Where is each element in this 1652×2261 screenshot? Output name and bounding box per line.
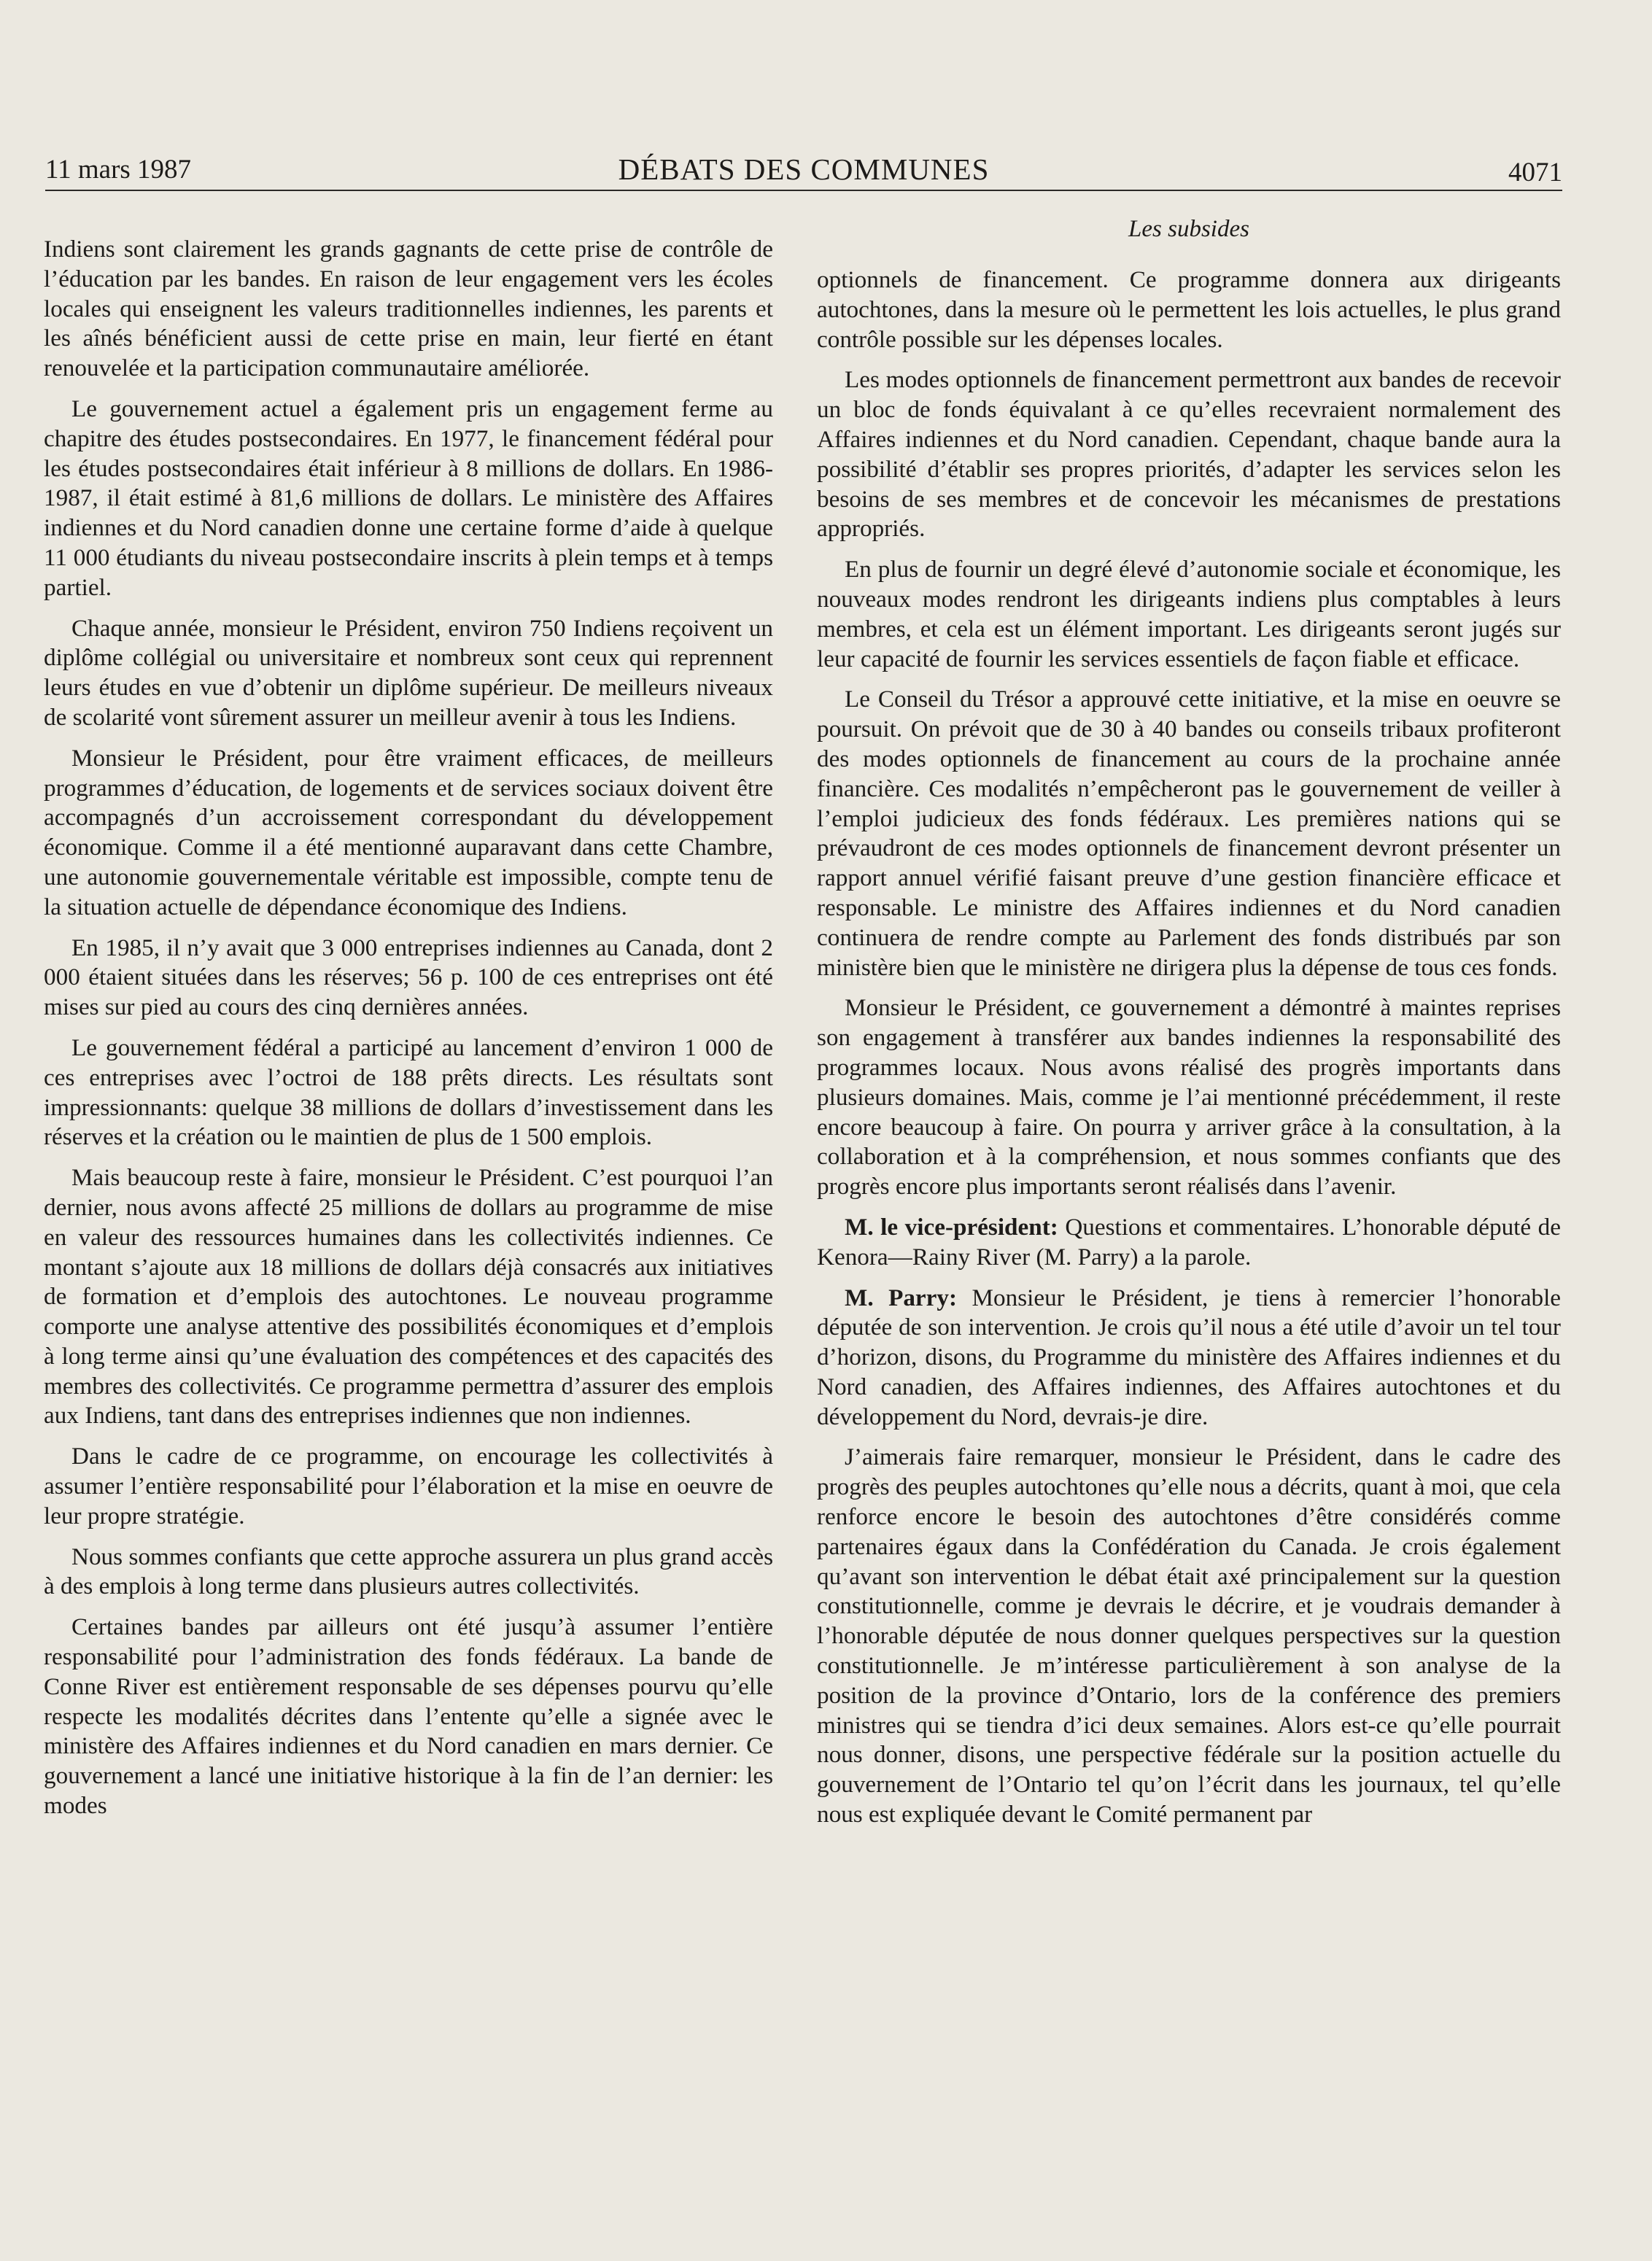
speech-text: Monsieur le Président, je tiens à remercier l’honorable députée de son intervention. Je crois qu’il nous a été utile d’avoir un tel tour d’horizon, disons, du Programme du ministère des Affaires indiennes et du Nord canadien, des Affaires indiennes, des Affaires autochtones et du développement du Nord, devrais-je dire.: [817, 1284, 1562, 1430]
paragraph: Certaines bandes par ailleurs ont été jusqu’à assumer l’entière responsabilité pour l’administration des fonds fédéraux. La bande de Conne River est entièrement responsable de ses dépenses pourvu qu’elle respecte les modalités décrites dans l’entente qu’elle a signée avec le ministère des Affaires indiennes et du Nord canadien en mars dernier. Ce gouvernement a lancé une initiative historique à la fin de l’an dernier: les modes: [44, 1613, 773, 1820]
page-header: [45, 139, 1562, 191]
paragraph: En plus de fournir un degré élevé d’autonomie sociale et économique, les nouveaux modes rendront les dirigeants indiens plus comptables à leurs membres, et cela est un élément important. Les dirigeants seront jugés sur leur capacité de fournir les services essentiels de façon fiable et efficace.: [817, 556, 1561, 672]
paragraph: J’aimerais faire remarquer, monsieur le Président, dans le cadre des progrès des peuples autochtones qu’elle nous a décrits, quant à moi, que cela renforce encore le besoin des autochtones d’être considérés comme partenaires égaux dans la Confédération du Canada. Je crois également qu’avant son intervention le débat était axé principalement sur la question constitutionnelle, comme je devrais le décrire, et je voudrais demander à l’honorable députée de nous donner quelques perspectives sur la question constitutionnelle. Je m’intéresse particulièrement à son analyse de la position de la province d’Ontario, lors de la conférence des premiers ministres qui se tiendra d’ici deux semaines. Alors est-ce qu’elle pourrait nous donner, disons, une perspective fédérale sur la position actuelle du gouvernement de l’Ontario tel qu’on l’écrit dans les journaux, tel qu’elle nous est expliquée devant le Comité permanent par: [817, 1443, 1561, 1828]
paragraph: Nous sommes confiants que cette approche assurera un plus grand accès à des emplois à long terme dans plusieurs autres collectivités.: [44, 1543, 773, 1600]
paragraph: Mais beaucoup reste à faire, monsieur le Président. C’est pourquoi l’an dernier, nous avons affecté 25 millions de dollars au programme de mise en valeur des ressources humaines dans les collectivités indiennes. Ce montant s’ajoute aux 18 millions de dollars déjà consacrés aux initiatives de formation et d’emplois des autochtones. Le nouveau programme comporte une analyse attentive des possibilités économiques et d’emplois à long terme ainsi qu’une évaluation des compétences et des capacités des membres des collectivités. Ce programme permettra d’assurer des emplois aux Indiens, tant dans des entreprises indiennes que non indiennes.: [44, 1164, 773, 1430]
speaker-name: M. le vice-président:: [845, 1213, 1058, 1241]
paragraph: optionnels de financement. Ce programme donnera aux dirigeants autochtones, dans la mesure où le permettent les lois actuelles, le plus grand contrôle possible sur les dépenses locales.: [817, 266, 1561, 353]
header-date: 11 mars 1987: [45, 155, 192, 185]
paragraph: Indiens sont clairement les grands gagnants de cette prise de contrôle de l’éducation par les bandes. En raison de leur engagement vers les écoles locales qui enseignent les valeurs traditionnelles indiennes, les parents et les aînés bénéficient aussi de cette prise en main, leur fierté en étant renouvelée et la participation communautaire améliorée.: [44, 236, 773, 382]
right-column: [817, 265, 1561, 1841]
page-number: 4071: [1508, 158, 1562, 187]
paragraph: Le gouvernement actuel a également pris un engagement ferme au chapitre des études postsecondaires. En 1977, le financement fédéral pour les études postsecondaires était inférieur à 8 millions de dollars. En 1986-1987, il était estimé à 81,6 millions de dollars. Le ministère des Affaires indiennes et du Nord canadien donne une certaine forme d’aide à quelque 11 000 étudiants du niveau postsecondaire inscrits à plein temps et à temps partiel.: [44, 395, 773, 601]
paragraph: Monsieur le Président, ce gouvernement a démontré à maintes reprises son engagement à transférer aux bandes indiennes la responsabilité des programmes locaux. Nous avons réalisé des progrès importants dans plusieurs domaines. Mais, comme je l’ai mentionné précédemment, il reste encore beaucoup à faire. On pourra y arriver grâce à la consultation, à la collaboration et à la compréhension, et nous sommes confiants que des progrès encore plus importants seront réalisés dans l’avenir.: [817, 994, 1561, 1201]
speech-text: Questions et commentaires. L’honorable député de Kenora—Rainy River (M. Parry) a la parole.: [817, 1213, 1561, 1271]
paragraph: Le Conseil du Trésor a approuvé cette initiative, et la mise en oeuvre se poursuit. On prévoit que de 30 à 40 bandes ou conseils tribaux profiteront des modes optionnels de financement au cours de la prochaine année financière. Ces modalités n’empêcheront pas le gouvernement de veiller à l’emploi judicieux des fonds fédéraux. Les premières nations qui se prévaudront de ces modes optionnels de financement devront présenter un rapport annuel vérifié faisant preuve d’une gestion financière efficace et responsable. Le ministre des Affaires indiennes et du Nord canadien continuera de rendre compte au Parlement des fonds distribués par son ministère bien que le ministère ne dirigera plus la dépense de tous ces fonds.: [817, 686, 1561, 981]
paragraph: Monsieur le Président, pour être vraiment efficaces, de meilleurs programmes d’éducation, de logements et de services sociaux doivent être accompagnés d’un accroissement correspondant du développement économique. Comme il a été mentionné auparavant dans cette Chambre, une autonomie gouvernementale véritable est impossible, compte tenu de la situation actuelle de dépendance économique des Indiens.: [44, 744, 773, 920]
header-title: DÉBATS DES COMMUNES: [618, 152, 990, 186]
section-heading: Les subsides: [1128, 216, 1249, 242]
paragraph: Chaque année, monsieur le Président, environ 750 Indiens reçoivent un diplôme collégial ou universitaire et nombreux sont ceux qui reprennent leurs études en vue d’obtenir un diplôme supérieur. De meilleurs niveaux de scolarité vont sûrement assurer un meilleur avenir à tous les Indiens.: [44, 614, 773, 731]
paragraph: En 1985, il n’y avait que 3 000 entreprises indiennes au Canada, dont 2 000 étaient situées dans les réserves; 56 p. 100 de ces entreprises ont été mises sur pied au cours des cinq dernières années.: [44, 934, 773, 1021]
paragraph: Les modes optionnels de financement permettront aux bandes de recevoir un bloc de fonds équivalant à ce qu’elles recevraient normalement des Affaires indiennes et du Nord canadien. Cependant, chaque bande aura la possibilité d’établir ses propres priorités, d’adapter les services selon les besoins de ses membres et de concevoir les mécanismes de prestations appropriés.: [817, 366, 1561, 543]
paragraph: Le gouvernement fédéral a participé au lancement d’environ 1 000 de ces entreprises avec l’octroi de 188 prêts directs. Les résultats sont impressionnants: quelque 38 millions de dollars d’investissement dans les réserves et la création ou le maintien de plus de 1 500 emplois.: [44, 1033, 773, 1151]
speaker-name: M. Parry:: [845, 1284, 958, 1311]
paragraph: Dans le cadre de ce programme, on encourage les collectivités à assumer l’entière responsabilité pour l’élaboration et la mise en oeuvre de leur propre stratégie.: [44, 1443, 773, 1529]
speech-vice-president: [817, 1213, 1561, 1273]
speech-parry: [817, 1284, 1561, 1432]
left-column: [44, 235, 773, 1832]
